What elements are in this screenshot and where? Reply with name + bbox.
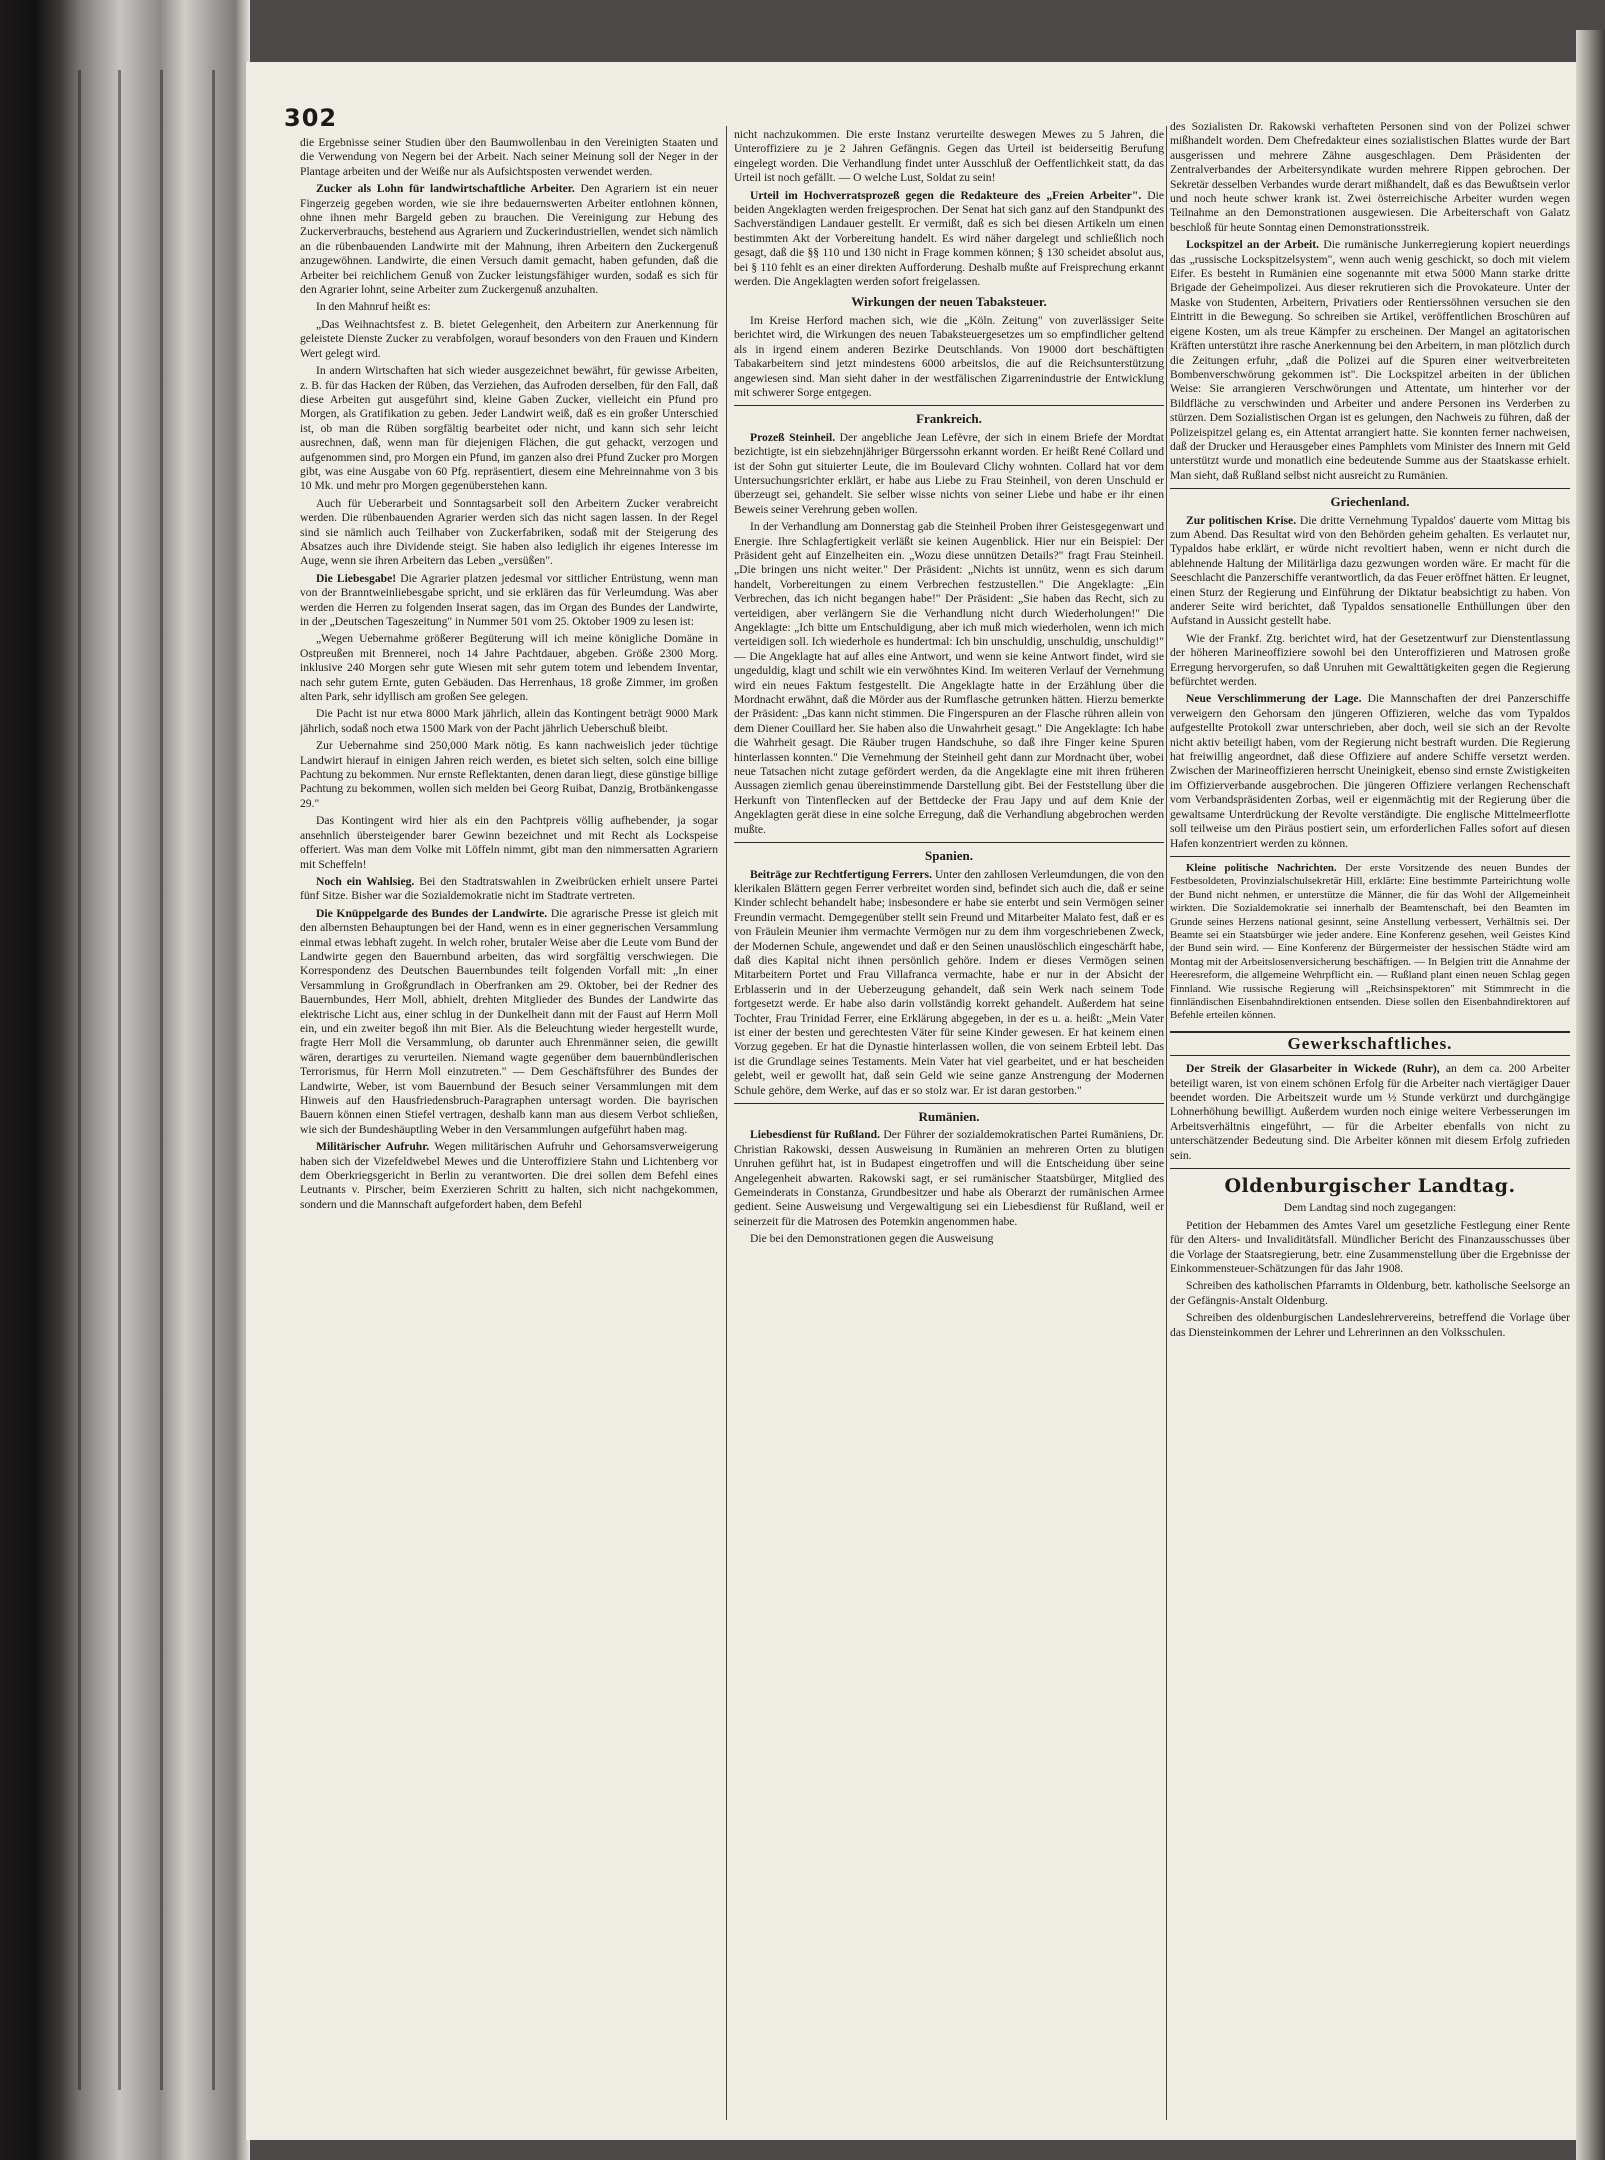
article-text: Die beiden Angeklagten werden freigesprochen. Der Senat hat sich ganz auf den Standpunkt des Sachverständigen Landauer gestellt. Er vermißt, daß es sich bei diesen Artikeln um einen bestimmten Akt der Vorbereitung handelt. Es wird näher dargelegt und schließlich noch gesagt, daß die §§ 110 und 130 nicht in Frage kommen können; § 130 scheidet absolut aus, bei § 110 fehlt es an einer direkten Aufforderung. Deshalb mußte auf Freisprechung erkannt werden. Die Angeklagten werden sofort freigelassen. <box>734 188 1164 289</box>
section-divider <box>1170 488 1570 489</box>
article-headline: Urteil im Hochverratsprozeß gegen die Redakteure des „Freien Arbeiter". <box>750 188 1142 202</box>
column-1 <box>300 136 718 2130</box>
article-headline: Wirkungen der neuen Tabaksteuer. <box>851 294 1047 310</box>
column-3 <box>1170 120 1570 2130</box>
article-text: Petition der Hebammen des Amtes Varel um gesetzliche Festlegung einer Rente für den Alters- und Invaliditätsfall. Mündlicher Bericht des Finanzausschusses über die Vorlage der Staatsregierung, betr. eine Zusammenstellung über die Ergebnisse der Einkommensteuer-Schätzungen für das Jahr 1908. <box>1170 1218 1570 1276</box>
article-headline: Zucker als Lohn für landwirtschaftliche Arbeiter. <box>316 182 575 196</box>
article-text: Unter den zahllosen Verleumdungen, die von den klerikalen Blättern gegen Ferrer verbreitet worden sind, befindet sich auch die, daß er seine Kinder schlecht behandelt habe; insbesondere er habe sie enterbt und sein Vermögen seiner Freundin vermacht. Demgegenüber stellt sein Freund und Mitarbeiter Malato fest, daß er es von Fräulein Meunier ihm vermachte Vermögen nur zu dem ihm vorgeschriebenen Zweck, der Modernen Schule, angewendet und daß er den Seinen unauslöschlich eingeschärft habe, daß dies Kapital nicht ihnen persönlich gehöre. Indem er dieses Vermögen seinen Mitarbeitern Portet und Frau Villafranca vermachte, habe er nur in der Absicht der Erblasserin und in der Ueberzeugung gehandelt, daß sein Werk nach seinem Tode fortgesetzt werde. Er habe also darin vollständig korrekt gehandelt. Außerdem hat seine Tochter, Frau Trinidad Ferrer, eine Erklärung abgegeben, in der es u. a. heißt: „Mein Vater ist einer der besten und gerechtesten Väter für seine Kinder gewesen. Er hat keinem einen Vorzug gegeben. Er hat die Dynastie hinterlassen wollen, die von seinem Erbteil lebt. Das ist die Grundlage seines Testaments. Mein Vater hat viel gearbeitet, und er hat bescheiden gelebt, weil er gewollt hat, daß sein Geld wie seine ganze Anstrengung der Modernen Schule gehöre, dem Werke, auf das er so stolz war. Er ist daran gestorben." <box>734 867 1164 1097</box>
column-2 <box>734 128 1164 2130</box>
article-text: Den Agrariern ist ein neuer Fingerzeig gegeben worden, wie sie ihre bedauernswerten Arbeiter entlohnen können, ohne ihnen mehr Bargeld geben zu brauchen. Die Vereinigung zur Hebung des Zuckerverbrauchs, bestehend aus Agrariern und Zuckerindustriellen, wendet sich nämlich an die rübenbauenden Landwirte mit der Mahnung, ihren Arbeitern den Zuckergenuß anzugewöhnen. Landwirte, die einen Versuch damit gemacht, haben gefunden, daß die Arbeiter bei reichlichem Genuß von Zucker leistungsfähiger wurden, sodaß es sich für den Agrarier lohnt, seine Arbeiter zum Zuckergenuß anzuhalten. <box>300 182 718 297</box>
article-headline: Neue Verschlimmerung der Lage. <box>1186 692 1362 706</box>
article-text: Dem Landtag sind noch zugegangen: <box>1283 1201 1457 1215</box>
article-headline: Militärischer Aufruhr. <box>316 1140 430 1154</box>
quoted-text: „Das Weihnachtsfest z. B. bietet Gelegenheit, den Arbeitern zur Anerkennung für geleistete Dienste Zucker zu verabfolgen, worauf besonders von den Frauen und Kindern Wert gelegt wird. <box>300 317 718 360</box>
article-headline: Lockspitzel an der Arbeit. <box>1186 238 1319 252</box>
article-text: In den Mahnruf heißt es: <box>316 300 431 314</box>
section-heading: Rumänien. <box>918 1109 980 1124</box>
section-divider <box>1170 1168 1570 1169</box>
article-text: Der erste Vorsitzende des neuen Bundes der Festbesoldeten, Provinzialschulsekretär Hill, erklärte: Eine bestimmte Parteirichtung wolle der Bund nicht nehmen, er unterstütze die Männer, die für das Wohl der Allgemeinheit wirkten. Die Sozialdemokratie sei innerhalb der Beamtenschaft, bei den Beamten im Grunde seines Herzens national gesinnt, seine Anstellung verbessert, Verhältnis sei. Der Beamte sei ein Staatsbürger wie jeder andere. Eine Konferenz gesehen, weil Geistes Kind der Bund sein wird. — Eine Konferenz der Bürgermeister der hessischen Städte wird am Montag mit der Arbeitslosenversicherung beschäftigen. — In Belgien tritt die Annahme der Heeresreform, die allgemeine Wehrpflicht ein. — Rußland plant einen neuen Schlag gegen Finnland. Wie russische Regierung will „Reichsinspektoren" mit Stimmrecht in die finnländischen Eisenbahndirektionen entsenden. Diese sollen den Eisenbahndirektoren auf Befehle erteilen können. <box>1170 861 1570 1022</box>
article-text: Schreiben des katholischen Pfarramts in Oldenburg, betr. katholische Seelsorge an der Gefängnis-Anstalt Oldenburg. <box>1170 1279 1570 1307</box>
section-divider <box>734 842 1164 843</box>
article-text: Das Kontingent wird hier als ein den Pachtpreis völlig aufhebender, ja sogar ansehnlich übersteigender barer Gewinn bezeichnet und mit Recht als Lockspeise offeriert. Was man dem Volke mit Löffeln nimmt, gibt man den nimmersatten Agrariern mit Scheffeln! <box>300 814 718 871</box>
article-text: Die bei den Demonstrationen gegen die Ausweisung <box>750 1232 994 1246</box>
article-text: Die Mannschaften der drei Panzerschiffe verweigern den Gehorsam den jüngeren Offizieren, welche das vom Typaldos aufgestellte Protokoll zwar unterschrieben, aber doch, weil sie sich an der Revolte nicht aktiv beteiligt haben, vom der Regierung nicht bestraft wurden. Die Regierung hat freiwillig angeordnet, daß diese Offiziere auf andere Schiffe versetzt werden. Zwischen der Marineoffizieren herrscht Uneinigkeit, ebenso sind ernste Zwistigkeiten im Offizierverbande ausgebrochen. Die jüngeren Offiziere verlangen Rechenschaft vom Verbandspräsidenten Zorbas, weil er eigenmächtig mit der Regierung über die gewaltsame Unterdrückung der Revolte verständigte. Die englische Mittelmeerflotte soll teilweise um den Piräus postiert sein, um erforderlichen Falles sofort auf diesen Hafen konzentriert werden zu können. <box>1170 692 1570 850</box>
article-text: Der Führer der sozialdemokratischen Partei Rumäniens, Dr. Christian Rakowski, dessen Ausweisung in Rumänien an mehreren Orten zu blutigen Unruhen geführt hat, ist in Budapest eingetroffen und will die Entscheidung über seine Angelegenheit abwarten. Rakowski sagt, er sei rumänischer Staatsbürger, Mitglied des Gemeinderats in Constanza, Grundbesitzer und habe als Oberarzt der rumänischen Armee gedient. Seine Ausweisung und Vergewaltigung sei ein Liebesdienst für Rußland, weil er seinerzeit für die Matrosen des Potemkin angenommen habe. <box>734 1128 1164 1228</box>
article-headline: Prozeß Steinheil. <box>750 430 836 444</box>
article-headline: Die Knüppelgarde des Bundes der Landwirte. <box>316 906 548 920</box>
quoted-text: In andern Wirtschaften hat sich wieder ausgezeichnet bewährt, für gewisse Arbeiten, z. B. für das Hacken der Rüben, das Verziehen, das Aufroden derselben, für den Fall, daß diese Arbeiten gut ausgeführt sind, kleine Gaben Zucker, vielleicht ein Pfund pro Morgen, als Gratifikation zu geben. Jeder Landwirt weiß, daß es ein großer Unterschied ist, ob man die Rüben sorgfältig bearbeitet oder nicht, und kann sich sehr leicht ausrechnen, daß, wenn man für diejenigen Flächen, die gut gehackt, verzogen und aufgenommen sind, pro Morgen ein Pfund, im ganzen also drei Pfund Zucker pro Morgen gibt, was eine Ausgabe von 60 Pfg. repräsentiert, diesem eine Mehreinnahme von 3 bis 10 Mk. und mehr pro Morgen gegenüberstehen kann. <box>300 364 718 493</box>
article-text: an dem ca. 200 Arbeiter beteiligt waren, ist von einem schönen Erfolg für die Arbeiter nach viertägiger Dauer beendet worden. Die Arbeitszeit wurde um ½ Stunde verkürzt und durchgängige Lohnerhöhung bewilligt. Außerdem wurden noch einige weitere Verbesserungen im Arbeitsverhältnis eingeführt, — für die Arbeiter ebenfalls von nicht zu unterschätzender Bedeutung sind. Die Arbeiter können mit diesem Erfolg zufrieden sein. <box>1170 1062 1570 1162</box>
article-headline: Die Liebesgabe! <box>316 571 397 585</box>
article-text: Bei den Stadtratswahlen in Zweibrücken erhielt unsere Partei fünf Sitze. Bisher war die Sozialdemokratie nicht im Stadtrate vertreten. <box>300 874 718 903</box>
section-divider <box>1170 856 1570 857</box>
page-number: 302 <box>284 104 338 132</box>
article-text: Auch für Ueberarbeit und Sonntagsarbeit soll den Arbeitern Zucker verabreicht werden. Die rübenbauenden Agrarier werden sich das nicht sagen lassen. In der Regel sind sie nämlich auch Teilhaber von Zuckerfabriken, sodaß mit der Steigerung des Absatzes auch ihre Dividende steigt. Sie haben also lediglich ihr eigenes Interesse im Auge, wenn sie ihren Arbeitern das Leben „versüßen". <box>300 496 718 568</box>
article-text: Der angebliche Jean Lefèvre, der sich in einem Briefe der Mordtat bezichtigte, ist ein siebzehnjähriger Bürgerssohn erkannt worden. Er heißt René Collard und ist der Sohn gut situierter Leute, die im Boulevard Clichy wohnten. Collard hat vor dem Untersuchungsrichter erklärt, er habe aus Liebe zu Frau Steinheil, von deren Unschuld er überzeugt sei, gehandelt. Sie selber wisse nichts von seiner Liebe und habe er ihr einen Beweis seiner Verehrung geben wollen. <box>734 430 1164 516</box>
article-headline: Kleine politische Nachrichten. <box>1186 861 1337 874</box>
article-headline: Liebesdienst für Rußland. <box>750 1128 880 1142</box>
section-divider <box>734 1103 1164 1104</box>
article-text: Die agrarische Presse ist gleich mit den albernsten Behauptungen bei der Hand, wenn es in einer gegnerischen Versammlung einmal etwas lebhaft zugeht. In welch roher, brutaler Weise aber die Leute vom Bund der Landwirte gegen den Bauernbund arbeiten, das wird sorgfältig verschwiegen. Die Korrespondenz des Deutschen Bauernbundes teilt folgenden Vorfall mit: „In einer Versammlung in Großgrundlach in Oberfranken am 29. Oktober, bei der Redner des Bauernbundes, Herr Moll, abhielt, drehten Mitglieder des Bundes der Landwirte das elektrische Licht aus, einer schlug in der Dunkelheit dann mit der Faust auf Herrn Moll ein, und ein zweiter begoß ihn mit Bier. Als die Beleuchtung wieder hergestellt wurde, fragte Herr Moll die Versammlung, ob darunter auch Ehrenmänner seien, die gewillt wären, derartiges zu verurteilen. Niemand wagte gegenüber dem bauernbündlerischen Terrorismus, für Herrn Moll einzutreten." — Dem Geschäftsführer des Bundes der Landwirte, Weber, ist vom Bauernbund der Besuch seiner Versammlungen mit dem Hinweis auf den Hausfriedensbruch-Paragraphen untersagt worden. Die bayrischen Bauern können einen Stiefel vertragen, deshalb kann man aus diesem Verbot schließen, wie sich der Bundeshäuptling Weber in den Versammlungen aufgeführt haben mag. <box>300 906 718 1136</box>
article-text: Wegen militärischen Aufruhr und Gehorsamsverweigerung haben sich der Vizefeldwebel Mewes und die Unteroffiziere Stahn und Lichtenberg vor dem Oberkriegsgericht in Berlin zu verantworten. Die drei sollen dem Befehl eines Leutnants v. Pirscher, beim Exerzieren Schritt zu halten, sich nicht nachgekommen, sondern und die Mannschaft aufgefordert haben, dem Befehl <box>300 1140 718 1211</box>
column-rule <box>1166 126 1167 2120</box>
article-headline: Zur politischen Krise. <box>1186 513 1297 527</box>
section-banner: Oldenburgischer Landtag. <box>1224 1175 1516 1198</box>
article-text: Die Agrarier platzen jedesmal vor sittlicher Entrüstung, wenn man von der Branntweinliebesgabe spricht, und sie erklären das für Verleumdung. Was aber werden die Herren zu folgenden Inserat sagen, das im Organ des Bundes der Landwirte, in der „Deutschen Tageszeitung" in Nummer 501 vom 25. Oktober 1909 zu lesen ist: <box>300 571 718 628</box>
article-headline: Beiträge zur Rechtfertigung Ferrers. <box>750 867 932 881</box>
quoted-text: Zur Uebernahme sind 250,000 Mark nötig. Es kann nachweislich jeder tüchtige Landwirt hierauf in einigen Jahren reich werden, es bietet sich selten, solch eine billige Pachtung zu bekommen. Nur ernste Reflektanten, denen daran liegt, diese günstige billige Pachtung zu bekommen, wollen sich melden bei Georg Ruibat, Danzig, Brotbänkengasse 29." <box>300 739 718 810</box>
article-text: Wie der Frankf. Ztg. berichtet wird, hat der Gesetzentwurf zur Dienstentlassung der höheren Marineoffiziere sowohl bei den Unteroffizieren und Matrosen große Erregung hervorgerufen, so daß Unruhen mit Gewalttätigkeiten gegen die Regierung befürchtet werden. <box>1170 631 1570 689</box>
column-rule <box>726 126 727 2120</box>
quoted-text: Die Pacht ist nur etwa 8000 Mark jährlich, allein das Kontingent beträgt 9000 Mark jährlich, sodaß noch etwa 1500 Mark von der Pacht jährlich Ueberschuß bleibt. <box>300 707 718 735</box>
article-text: Schreiben des oldenburgischen Landeslehrervereins, betreffend die Vorlage über das Diensteinkommen der Lehrer und Lehrerinnen an den Volksschulen. <box>1170 1311 1570 1339</box>
section-divider <box>734 405 1164 406</box>
section-heading: Spanien. <box>924 848 974 864</box>
section-heading: Gewerkschaftliches. <box>1170 1031 1570 1056</box>
article-text: Die rumänische Junkerregierung kopiert neuerdings das „russische Lockspitzelsystem", wenn auch wenig geschickt, so doch mit vielem Eifer. Es besteht in Rumänien eine sogenannte mit etwa 5000 Mann starke dritte Brigade der Geheimpolizei. Aus dieser rekrutieren sich die Provokateure. Unter der Maske von Studenten, Arbeitern, Privatiers oder Rentierssöhnen versuchen sie den Eintritt in die Bewegung. So schreiben sie Artikel, veröffentlichen Broschüren auf eigene Kosten, um als treue Kämpfer zu erscheinen. Der Mangel an agitatorischen Kräften unterstützt ihre rasche Anerkennung bei den Arbeitern, in man plötzlich durch die Zeitungen erfuhr, „daß die Polizei auf die Spuren einer weitverbreiteten Bombenverschwörung gekommen ist". Die Lockspitzel arbeiten in der üblichen Weise: Sie arrangieren Verschwörungen und Attentate, um hinterher vor der Bildfläche zu verschwinden und Arbeiter und andere Personen ins Verderben zu stürzen. Dem Sozialistischen Organ ist es gelungen, den Nachweis zu führen, daß der Polizeispitzel gelang es, ein Attentat arrangiert hatte. Sie konnten ferner nachweisen, daß der Drucker und Herausgeber eines Pamphlets vom Minister des Innern mit Geld unterstützt wurde und monatlich eine bedeutende Summe aus der Staatskasse erhielt. Man sieht, daß Rußland selbst nicht ausreicht zu Rumänien. <box>1170 238 1570 482</box>
article-text: Im Kreise Herford machen sich, wie die „Köln. Zeitung" von zuverlässiger Seite berichtet wird, die Wirkungen des neuen Tabaksteuergesetzes um so empfindlicher geltend als in irgend einem anderen Bezirke Deutschlands. Von 19000 dort beschäftigten Tabakarbeitern sind jetzt mindestens 6000 arbeitslos, die auf die Reichsunterstützung angewiesen sind. Man sieht daher in der westfälischen Zigarrenindustrie der Entwicklung mit schwerer Sorge entgegen. <box>734 313 1164 399</box>
article-text: die Ergebnisse seiner Studien über den Baumwollenbau in den Vereinigten Staaten und die Verwendung von Negern bei der Arbeit. Nach seiner Meinung soll der Neger in der Plantage arbeiten und der Weiße nur als Aufsichtsposten verwendet werden. <box>300 136 718 178</box>
quoted-text: „Wegen Uebernahme größerer Begüterung will ich meine königliche Domäne in Ostpreußen mit Brennerei, noch 14 Jahre Pachtdauer, abgeben. Größe 2300 Morg. inklusive 240 Morgen sehr gute Wiesen mit sehr gutem totem und lebendem Inventar, nach sehr gutem Ernte, guten Gebäuden. Das Herrenhaus, 18 große Zimmer, im großen alten Park, sehr idyllisch am großen See gelegen. <box>300 632 718 704</box>
article-headline: Der Streik der Glasarbeiter in Wickede (Ruhr), <box>1186 1062 1440 1076</box>
article-text: nicht nachzukommen. Die erste Instanz verurteilte deswegen Mewes zu 5 Jahren, die Unteroffiziere zu je 2 Jahren Gefängnis. Gegen das Urteil ist beiderseitig Berufung eingelegt worden. Die Verhandlung findet unter Ausschluß der Oeffentlichkeit statt, da das Urteil ist noch gefällt. — O welche Lust, Soldat zu sein! <box>734 128 1164 185</box>
article-text: In der Verhandlung am Donnerstag gab die Steinheil Proben ihrer Geistesgegenwart und Energie. Ihre Schlagfertigkeit verläßt sie keinen Augenblick. Hier nur ein Beispiel: Der Präsident geht auf Einzelheiten ein. „Wozu diese unnützen Details?" fragt Frau Steinheil. „Die bringen uns nicht weiter." Der Präsident: „Nichts ist unnütz, wenn es sich darum handelt, Vorbereitungen zu einem Verbrechen festzustellen." Die Angeklagte: „Ein Verbrechen, das ich nicht begangen habe!" Der Präsident: „Sie haben das Recht, sich zu verteidigen, aber verlängern Sie die Verhandlung nicht durch Wiederholungen!" Die Angeklagte: „Ich bitte um Entschuldigung, aber ich muß mich wiederholen, wenn ich mich verteidigen soll. Ich wiederhole es hundertmal: Ich bin unschuldig, unschuldig, unschuldig!" — Die Angeklagte hat auf alles eine Antwort, und wenn sie keine Antwort findet, wird sie ungeduldig, klagt und schilt wie ein verwöhntes Kind. Im weiteren Verlauf der Vernehmung wird ein neues Faktum festgestellt. Die Angeklagte hatte in der Erzählung über die Mordnacht erwähnt, daß die Mörder aus der Rumflasche getrunken hätten. Hierzu bemerkte der Präsident: „Das kann nicht stimmen. Die Fingerspuren an der Flasche rühren allein von dem Diener Couillard her. Sie haben also die Unwahrheit gesagt." Die Angeklagte: Ich habe die Wahrheit gesagt. Die Räuber trugen Handschuhe, so daß ihre Finger keine Spuren hinterlassen konnten." Die Vernehmung der Steinheil geht dann zur Mordnacht über, wobei neue Tatsachen nicht zutage gefördert werden, da die Angeklagte eine mit ihren früheren Aussagen ziemlich genau übereinstimmende Darstellung gibt. Bei der Feststellung über die Herkunft von Tintenflecken auf der Bettdecke der Frau Japy und auf dem Knie der Angeklagten gerät diese in eine solche Erregung, daß die Verhandlung abgebrochen werden mußte. <box>734 520 1164 836</box>
book-binding <box>0 0 250 2160</box>
article-text: Die dritte Vernehmung Typaldos' dauerte vom Mittag bis zum Abend. Das Resultat wird von den Behörden geheim gehalten. Es verlautet nur, Typaldos habe erklärt, er würde nicht revoltiert haben, wenn er nicht durch die ablehnende Haltung der Militärliga dazu gezwungen worden wäre. Er macht für die Seeschlacht die Panzerschiffe verantwortlich, da das Feuer eröffnet hätten. Er leugnet, einen Sturz der Regierung und Einführung der Diktatur beabsichtigt zu haben. Von anderer Seite wird berichtet, daß Typaldos sensationelle Enthüllungen über den Aufstand in Aussicht gestellt habe. <box>1170 513 1570 628</box>
article-headline: Noch ein Wahlsieg. <box>316 874 415 888</box>
section-heading: Frankreich. <box>916 411 982 427</box>
article-text: des Sozialisten Dr. Rakowski verhafteten Personen sind von der Polizei schwer mißhandelt worden. Dem Chefredakteur eines sozialistischen Blattes wurde der Bart ausgerissen und mehrere Zähne ausgeschlagen. Dem Präsidenten der Zentralverbandes der Arbeitersyndikate wurden mehrere Rippen gebrochen. Der Sekretär desselben Verbandes wurde derart mißhandelt, daß es das Bewußtsein verlor und noch heute schwer krank ist. Zwei österreichische Arbeiter wurden wegen Teilnahme an den Demonstrationen ausgewiesen. Die Arbeiterschaft von Galatz beschloß für heute Sonntag einen Demonstrationsstreik. <box>1170 120 1570 234</box>
section-heading: Griechenland. <box>1330 494 1410 510</box>
page-edge <box>1576 30 1605 2160</box>
